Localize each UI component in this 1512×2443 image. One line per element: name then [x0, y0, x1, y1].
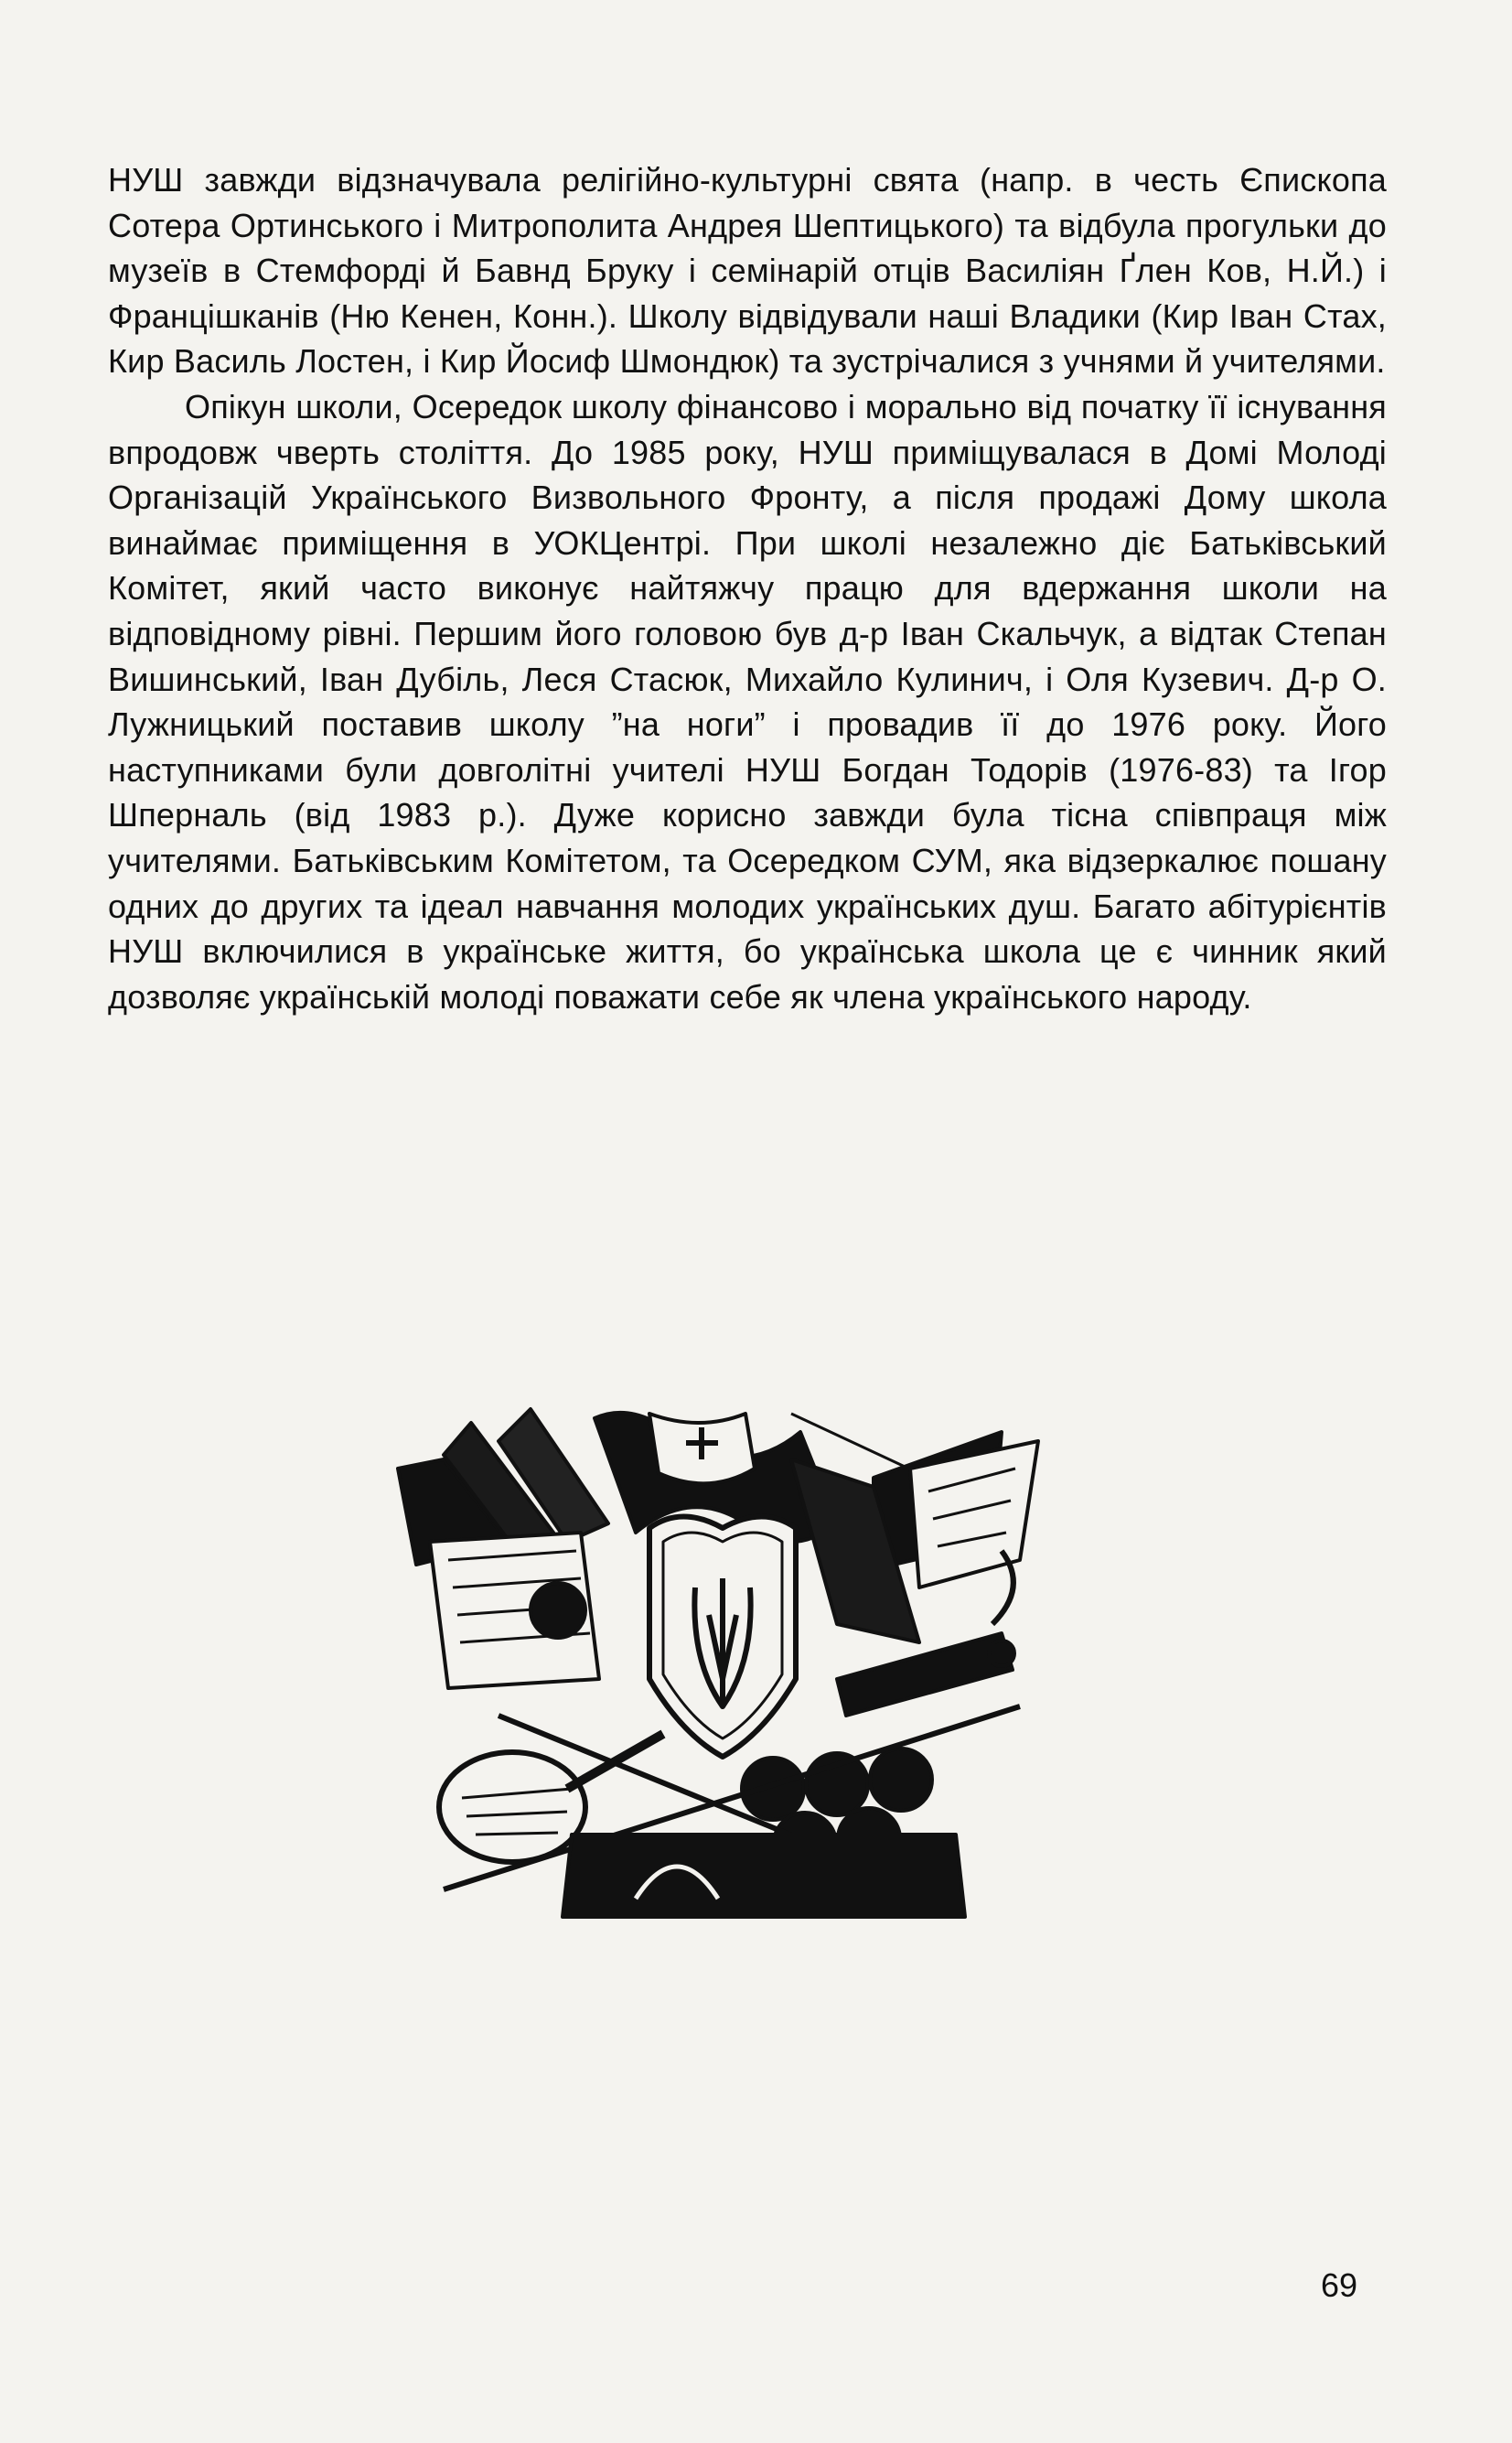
page-number: 69 [1321, 2266, 1358, 2304]
body-text [108, 157, 1387, 1019]
paragraph-2: Опікун школи, Осередок школу фінансово і морально від початку її існування впродовж чверть століття. До 1985 року, НУШ приміщувалася в Домі Молоді Організацій Українського Визвольного Фронту, а після продажі Дому школа винаймає приміщення в УОКЦентрі. При школі незалежно діє Батьківський Комітет, який часто виконує найтяжчу працю для вдержання школи на відповідному рівні. Першим його головою був д-р Іван Скальчук, а відтак Степан Вишинський, Іван Дубіль, Леся Стасюк, Михайло Кулинич, і Оля Кузевич. Д-р О. Лужницький поставив школу ”на ноги” і провадив її до 1976 року. Його наступниками були довголітні учителі НУШ Богдан Тодорів (1976-83) та Ігор Шперналь (від 1983 р.). Дуже корисно завжди була тісна співпраця між учителями. Батьківським Комітетом, та Осередком СУМ, яка відзеркалює пошану одних до других та ідеал навчання молодих українських душ. Багато абітурієнтів НУШ включилися в українське життя, бо українська школа це є чинник який дозволяє українській молоді поважати себе як члена українського народу. [108, 387, 1387, 1016]
cossack-trophy-emblem-icon [361, 1404, 1111, 1944]
paragraph-1: НУШ завжди відзначувала релігійно-культурні свята (напр. в честь Єпископа Сотера Ортинського і Митрополита Андрея Шептицького) та відбула прогульки до музеїв в Стемфорді й Бавнд Бруку і семінарій отців Василіян Ґлен Ков, Н.Й.) і Францішканів (Ню Кенен, Конн.). Школу відвідували наші Владики (Кир Іван Стах, Кир Василь Лостен, і Кир Йосиф Шмондюк) та зустрічалися з учнями й учителями. [108, 161, 1387, 381]
